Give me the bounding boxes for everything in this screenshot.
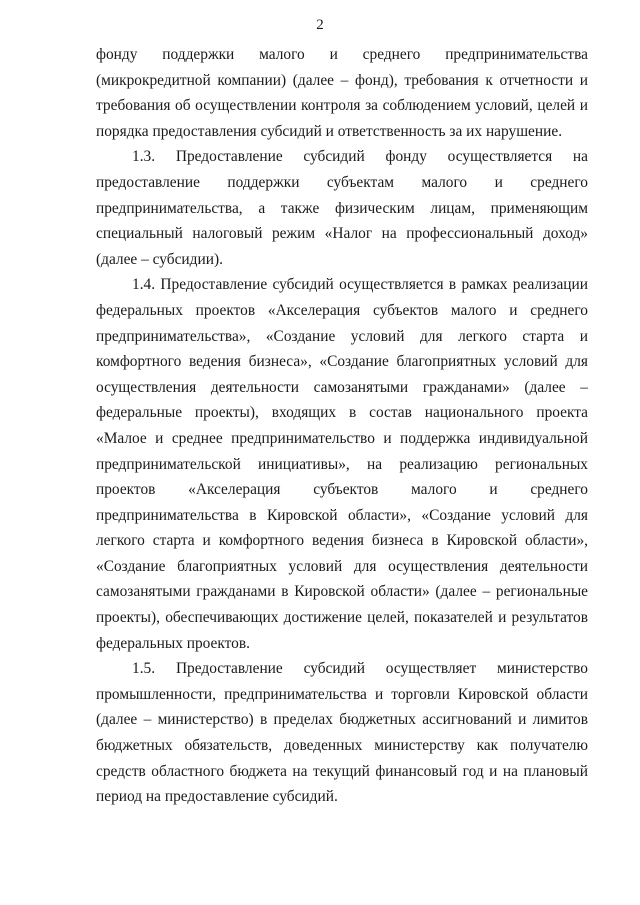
paragraph-1-4: 1.4. Предоставление субсидий осуществляется в рамках реализации федеральных проектов «Акселерация субъектов малого и среднего предпринимательства», «Создание условий для легкого старта и комфортного ведения бизнеса», «Создание благоприятных условий для осуществления деятельности самозанятыми гражданами» (далее – федеральные проекты), входящих в состав национального проекта «Малое и среднее предпринимательство и поддержка индивидуальной предпринимательской инициативы», на реализацию региональных проектов «Акселерация субъектов малого и среднего предпринимательства в Кировской области», «Создание условий для легкого старта и комфортного ведения бизнеса в Кировской области», «Создание благоприятных условий для осуществления деятельности самозанятыми гражданами в Кировской области» (далее – региональные проекты), обеспечивающих достижение целей, показателей и результатов федеральных проектов.: [96, 276, 588, 652]
document-body: [96, 42, 588, 810]
paragraph-1-5: 1.5. Предоставление субсидий осуществляет министерство промышленности, предпринимательства и торговли Кировской области (далее – министерство) в пределах бюджетных ассигнований и лимитов бюджетных обязательств, доведенных министерству как получателю средств областного бюджета на текущий финансовый год и на плановый период на предоставление субсидий.: [96, 660, 588, 806]
page-number: 2: [316, 17, 324, 33]
paragraph-continuation: фонду поддержки малого и среднего предпринимательства (микрокредитной компании) (далее – фонд), требования к отчетности и требования об осуществлении контроля за соблюдением условий, целей и порядка предоставления субсидий и ответственность за их нарушение.: [96, 46, 588, 140]
paragraph-1-3: 1.3. Предоставление субсидий фонду осуществляется на предоставление поддержки субъектам малого и среднего предпринимательства, а также физическим лицам, применяющим специальный налоговый режим «Налог на профессиональный доход» (далее – субсидии).: [96, 148, 588, 268]
